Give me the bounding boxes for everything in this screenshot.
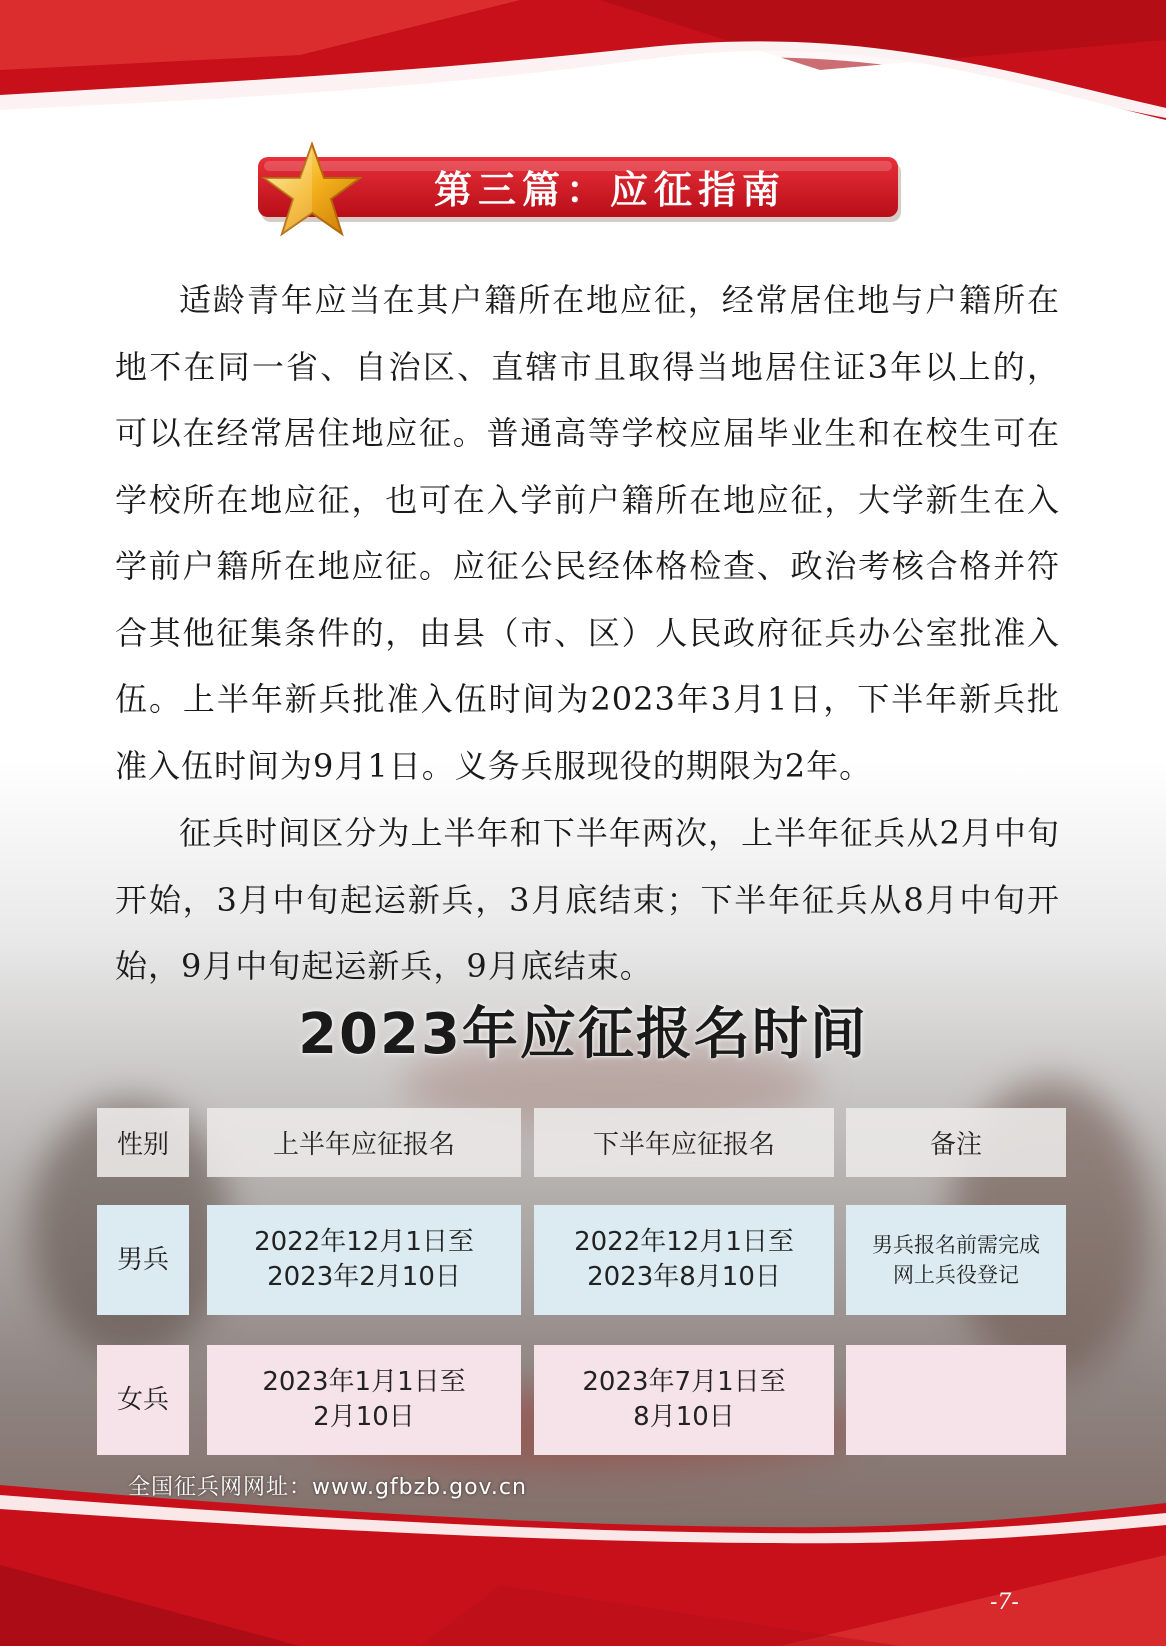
page-title: 第三篇：应征指南 (433, 168, 786, 212)
table-row-male-note: 男兵报名前需完成 网上兵役登记 (846, 1205, 1066, 1315)
table-header-second-half: 下半年应征报名 (534, 1108, 834, 1177)
table-title: 2023年应征报名时间 (298, 1002, 868, 1067)
table-row-male-gender: 男兵 (97, 1205, 189, 1315)
table-row-female-note (846, 1345, 1066, 1455)
body-paragraph-2: 征兵时间区分为上半年和下半年两次，上半年征兵从2月中旬开始，3月中旬起运新兵，3月底结束；下半年征兵从8月中旬开始，9月中旬起运新兵，9月底结束。 (115, 814, 1060, 985)
table-row-female-gender: 女兵 (97, 1345, 189, 1455)
website-label: 全国征兵网网址：www.gfbzb.gov.cn (128, 1475, 527, 1500)
body-paragraph-1: 适龄青年应当在其户籍所在地应征，经常居住地与户籍所在地不在同一省、自治区、直辖市且取得当地居住证3年以上的，可以在经常居住地应征。普通高等学校应届毕业生和在校生可在学校所在地应征，也可在入学前户籍所在地应征，大学新生在入学前户籍所在地应征。应征公民经体格检查、政治考核合格并符合其他征集条件的，由县（市、区）人民政府征兵办公室批准入伍。上半年新兵批准入伍时间为2023年3月1日，下半年新兵批准入伍时间为9月1日。义务兵服现役的期限为2年。 (115, 281, 1060, 785)
table-row-male-second-half: 2022年12月1日至 2023年8月10日 (534, 1205, 834, 1315)
table-row-female-first-half: 2023年1月1日至 2月10日 (207, 1345, 521, 1455)
page-number: -7- (990, 1590, 1019, 1615)
table-header-gender: 性别 (97, 1108, 189, 1177)
table-row-male-first-half: 2022年12月1日至 2023年2月10日 (207, 1205, 521, 1315)
table-header-note: 备注 (846, 1108, 1066, 1177)
top-wave-decoration (0, 0, 1166, 140)
table-header-first-half: 上半年应征报名 (207, 1108, 521, 1177)
table-row-female-second-half: 2023年7月1日至 8月10日 (534, 1345, 834, 1455)
